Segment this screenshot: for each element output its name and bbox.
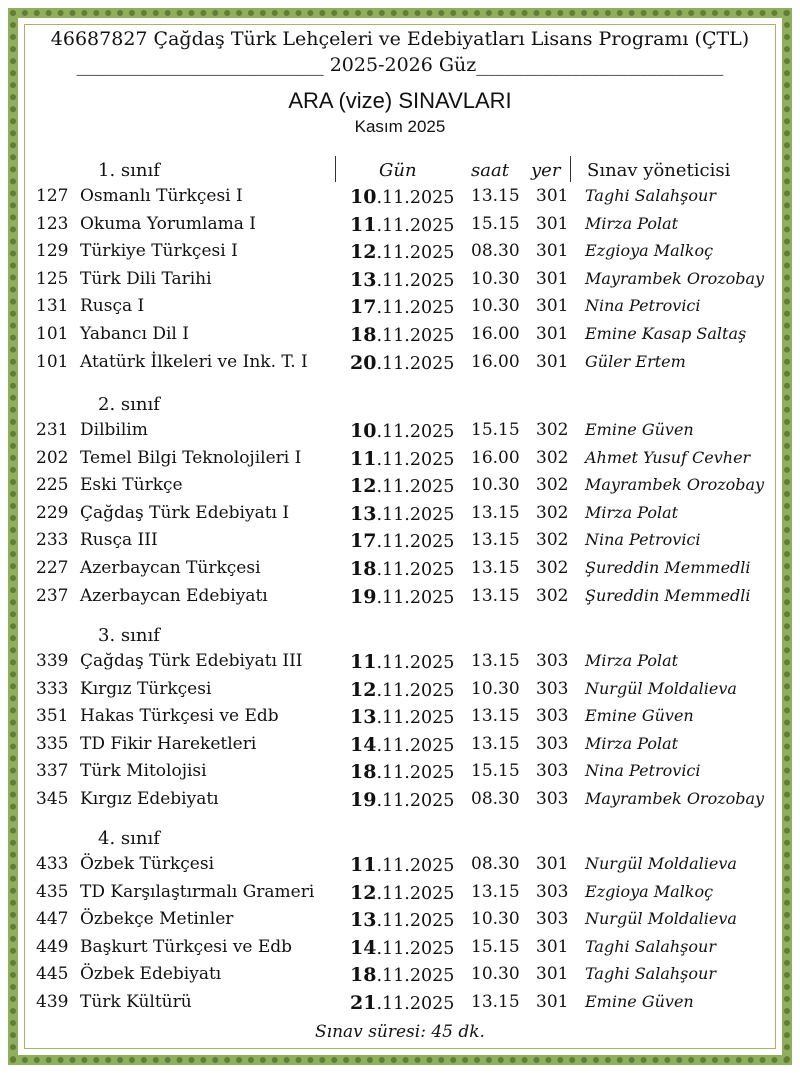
course-name: Türk Mitolojisi	[80, 761, 207, 782]
exam-month-year: .11.2025	[376, 938, 455, 959]
course-name: TD Fikir Hareketleri	[80, 733, 257, 754]
exam-day: 11	[350, 447, 377, 470]
exam-month-year: .11.2025	[376, 763, 455, 784]
exam-instructor: Emine Güven	[585, 420, 694, 439]
course-code: 225	[36, 475, 69, 496]
exam-time: 16.00	[471, 351, 520, 372]
exam-time: 10.30	[471, 678, 520, 699]
course-name: Rusça I	[80, 296, 145, 317]
exam-date	[350, 909, 454, 931]
exam-room: 302	[536, 447, 569, 468]
course-name: Yabancı Dil I	[80, 324, 189, 344]
exam-day: 18	[350, 558, 377, 580]
exam-date	[350, 706, 454, 728]
table-row	[0, 937, 800, 963]
exam-instructor: Taghi Salahşour	[585, 936, 716, 956]
exam-date	[350, 854, 454, 876]
course-code: 345	[36, 789, 69, 809]
exam-room: 301	[536, 324, 569, 344]
table-row	[0, 448, 800, 474]
exam-room: 301	[536, 213, 569, 234]
exam-instructor: Mayrambek Orozobay	[585, 475, 765, 495]
exam-instructor: Şureddin Memmedli	[585, 558, 751, 577]
exam-day: 13	[350, 502, 377, 525]
exam-month-year: .11.2025	[376, 270, 455, 291]
exam-day: 18	[350, 324, 377, 346]
exam-time: 13.15	[471, 733, 520, 754]
table-row	[0, 586, 800, 612]
course-name: Azerbaycan Türkçesi	[80, 558, 261, 578]
exam-time: 16.00	[471, 447, 520, 468]
table-row	[0, 558, 800, 584]
exam-date	[350, 964, 454, 986]
column-header-instructor: Sınav yöneticisi	[587, 160, 731, 181]
exam-instructor: Mirza Polat	[585, 651, 679, 670]
exam-time: 13.15	[471, 651, 520, 671]
exam-day: 14	[350, 936, 377, 959]
exam-time: 10.30	[471, 475, 520, 496]
table-row	[0, 854, 800, 880]
exam-instructor: Güler Ertem	[585, 351, 686, 371]
exam-time: 08.30	[471, 854, 520, 874]
exam-month-year: .11.2025	[376, 532, 455, 553]
course-code: 127	[36, 186, 69, 206]
exam-date	[350, 586, 454, 608]
course-code: 202	[36, 447, 69, 468]
exam-room: 303	[536, 706, 569, 727]
exam-date	[350, 214, 454, 236]
exam-instructor: Nurgül Moldalieva	[585, 854, 737, 873]
exam-time: 10.30	[471, 268, 520, 289]
exam-instructor: Taghi Salahşour	[585, 186, 716, 205]
exam-room: 303	[536, 909, 569, 930]
exam-month-year: .11.2025	[376, 422, 455, 442]
exam-room: 301	[536, 186, 569, 206]
section-heading: 1. sınıf	[98, 160, 160, 181]
exam-time: 10.30	[471, 909, 520, 930]
exam-date	[350, 679, 454, 701]
exam-date	[350, 503, 454, 525]
exam-day: 12	[350, 475, 377, 498]
course-code: 337	[36, 761, 69, 782]
course-code: 125	[36, 268, 69, 289]
table-row	[0, 734, 800, 760]
course-code: 231	[36, 420, 69, 440]
course-code: 229	[36, 502, 69, 523]
exam-room: 303	[536, 678, 569, 699]
exam-room: 303	[536, 651, 569, 671]
course-code: 237	[36, 585, 69, 606]
table-row	[0, 789, 800, 815]
exam-instructor: Nina Petrovici	[585, 761, 701, 781]
table-row	[0, 420, 800, 446]
exam-month-year: .11.2025	[376, 856, 455, 876]
exam-room: 301	[536, 351, 569, 372]
exam-month-year: .11.2025	[376, 735, 455, 756]
exam-month-year: .11.2025	[376, 966, 455, 987]
exam-day: 10	[350, 186, 377, 208]
course-name: Dilbilim	[80, 420, 148, 440]
course-code: 351	[36, 706, 69, 727]
course-name: Eski Türkçe	[80, 475, 183, 496]
exam-date	[350, 789, 454, 811]
exam-instructor: Mayrambek Orozobay	[585, 268, 765, 288]
course-code: 449	[36, 936, 69, 957]
exam-month-year: .11.2025	[376, 188, 455, 208]
exam-date	[350, 296, 454, 318]
exam-day: 20	[350, 351, 377, 374]
exam-instructor: Emine Kasap Saltaş	[585, 324, 747, 343]
course-name: Özbek Türkçesi	[80, 854, 214, 874]
exam-month-year: .11.2025	[376, 791, 455, 811]
course-name: Atatürk İlkeleri ve Ink. T. I	[80, 351, 308, 372]
exam-instructor: Ahmet Yusuf Cevher	[585, 447, 751, 467]
exam-time: 13.15	[471, 585, 520, 606]
column-header-room: yer	[531, 160, 561, 181]
exam-month-year: .11.2025	[376, 449, 455, 470]
course-code: 439	[36, 992, 69, 1012]
exam-time: 08.30	[471, 789, 520, 809]
exam-room: 302	[536, 475, 569, 496]
exam-date	[350, 651, 454, 673]
exam-room: 302	[536, 530, 569, 551]
exam-instructor: Emine Güven	[585, 706, 694, 726]
course-name: Türkiye Türkçesi I	[80, 241, 238, 262]
course-name: Temel Bilgi Teknolojileri I	[80, 447, 302, 468]
exam-room: 302	[536, 585, 569, 606]
column-divider	[335, 156, 336, 182]
course-code: 101	[36, 351, 69, 372]
exam-month-year: .11.2025	[376, 680, 455, 701]
table-row	[0, 475, 800, 501]
course-name: Osmanlı Türkçesi I	[80, 186, 243, 206]
table-row	[0, 530, 800, 556]
exam-instructor: Emine Güven	[585, 992, 694, 1011]
course-code: 129	[36, 241, 69, 262]
exam-time: 15.15	[471, 761, 520, 782]
exam-date	[350, 761, 454, 783]
exam-time: 13.15	[471, 502, 520, 523]
exam-room: 303	[536, 881, 569, 902]
exam-date	[350, 186, 454, 208]
exam-room: 303	[536, 761, 569, 782]
table-row	[0, 909, 800, 935]
exam-room: 301	[536, 964, 569, 985]
exam-day: 21	[350, 992, 377, 1014]
exam-instructor: Şureddin Memmedli	[585, 585, 751, 605]
exam-time: 13.15	[471, 706, 520, 727]
exam-instructor: Ezgioya Malkoç	[585, 881, 714, 901]
course-code: 339	[36, 651, 69, 671]
course-name: Rusça III	[80, 530, 158, 551]
exam-day: 11	[350, 854, 377, 876]
course-code: 333	[36, 678, 69, 699]
exam-room: 301	[536, 241, 569, 262]
exam-instructor: Mirza Polat	[585, 502, 679, 522]
section-heading: 2. sınıf	[98, 394, 160, 415]
table-row	[0, 186, 800, 212]
course-name: Çağdaş Türk Edebiyatı I	[80, 502, 290, 523]
exam-day: 12	[350, 678, 377, 701]
course-code: 123	[36, 213, 69, 234]
exam-month-year: .11.2025	[376, 883, 455, 904]
course-code: 131	[36, 296, 69, 317]
course-code: 433	[36, 854, 69, 874]
exam-room: 301	[536, 268, 569, 289]
program-title: 46687827 Çağdaş Türk Lehçeleri ve Edebiyatları Lisans Programı (ÇTL)	[50, 28, 750, 50]
column-header-day: Gün	[379, 160, 417, 181]
exam-date	[350, 324, 454, 346]
table-row	[0, 651, 800, 677]
exam-date	[350, 269, 454, 291]
course-name: Çağdaş Türk Edebiyatı III	[80, 651, 303, 671]
course-name: Okuma Yorumlama I	[80, 213, 256, 234]
exam-room: 301	[536, 296, 569, 317]
exam-day: 11	[350, 213, 377, 236]
exam-day: 17	[350, 296, 377, 319]
exam-date	[350, 241, 454, 263]
exam-month-year: .11.2025	[376, 560, 455, 580]
course-name: Türk Kültürü	[80, 992, 192, 1012]
exam-day: 19	[350, 789, 377, 811]
exam-month-year: .11.2025	[376, 477, 455, 498]
exam-month: Kasım 2025	[354, 117, 446, 136]
exam-day: 17	[350, 530, 377, 553]
table-row	[0, 992, 800, 1018]
exam-day: 10	[350, 420, 377, 442]
exam-time: 08.30	[471, 241, 520, 262]
exam-time: 13.15	[471, 186, 520, 206]
exam-room: 302	[536, 558, 569, 578]
exam-day: 13	[350, 706, 377, 729]
exam-date	[350, 882, 454, 904]
exam-time: 10.30	[471, 296, 520, 317]
exam-date	[350, 420, 454, 442]
exam-room: 303	[536, 789, 569, 809]
exam-instructor: Nurgül Moldalieva	[585, 909, 737, 929]
exam-month-year: .11.2025	[376, 911, 455, 932]
table-row	[0, 964, 800, 990]
exam-instructor: Nurgül Moldalieva	[585, 678, 737, 698]
exam-room: 302	[536, 420, 569, 440]
table-row	[0, 269, 800, 295]
exam-time: 13.15	[471, 881, 520, 902]
exam-month-year: .11.2025	[376, 994, 455, 1014]
course-code: 445	[36, 964, 69, 985]
exam-room: 303	[536, 733, 569, 754]
exam-day: 13	[350, 909, 377, 932]
exam-day: 18	[350, 964, 377, 987]
exam-time: 10.30	[471, 964, 520, 985]
exam-day: 12	[350, 881, 377, 904]
table-row	[0, 296, 800, 322]
exam-date	[350, 475, 454, 497]
exam-room: 301	[536, 936, 569, 957]
exam-day: 13	[350, 268, 377, 291]
course-code: 101	[36, 324, 69, 344]
exam-date	[350, 734, 454, 756]
table-row	[0, 324, 800, 350]
exam-month-year: .11.2025	[376, 215, 455, 236]
exam-room: 301	[536, 854, 569, 874]
exam-date	[350, 352, 454, 374]
table-row	[0, 761, 800, 787]
section-heading: 3. sınıf	[98, 625, 160, 646]
exam-time: 13.15	[471, 530, 520, 551]
exam-day: 14	[350, 733, 377, 756]
course-code: 335	[36, 733, 69, 754]
course-name: Azerbaycan Edebiyatı	[80, 585, 268, 606]
table-row	[0, 882, 800, 908]
exam-month-year: .11.2025	[376, 326, 455, 346]
course-name: Türk Dili Tarihi	[80, 268, 212, 289]
course-code: 435	[36, 881, 69, 902]
course-name: Kırgız Edebiyatı	[80, 789, 219, 809]
table-row	[0, 352, 800, 378]
course-name: Hakas Türkçesi ve Edb	[80, 706, 279, 727]
table-row	[0, 706, 800, 732]
exam-instructor: Taghi Salahşour	[585, 964, 716, 984]
exam-time: 15.15	[471, 420, 520, 440]
exam-instructor: Mirza Polat	[585, 213, 679, 233]
course-name: Başkurt Türkçesi ve Edb	[80, 936, 293, 957]
exam-date	[350, 937, 454, 959]
course-name: TD Karşılaştırmalı Grameri	[80, 881, 315, 902]
exam-day: 18	[350, 761, 377, 784]
course-name: Kırgız Türkçesi	[80, 678, 212, 699]
course-code: 233	[36, 530, 69, 551]
exam-time: 13.15	[471, 558, 520, 578]
exam-instructor: Nina Petrovici	[585, 530, 701, 550]
exam-time: 15.15	[471, 936, 520, 957]
table-row	[0, 241, 800, 267]
exam-time: 16.00	[471, 324, 520, 344]
exam-date	[350, 992, 454, 1014]
exam-date	[350, 448, 454, 470]
exam-month-year: .11.2025	[376, 708, 455, 729]
exam-month-year: .11.2025	[376, 353, 455, 374]
table-row	[0, 503, 800, 529]
exam-month-year: .11.2025	[376, 243, 455, 264]
course-code: 447	[36, 909, 69, 930]
exam-room: 301	[536, 992, 569, 1012]
table-row	[0, 679, 800, 705]
column-header-time: saat	[471, 160, 509, 181]
exam-day: 19	[350, 585, 377, 608]
exam-instructor: Nina Petrovici	[585, 296, 701, 316]
exam-title: ARA (vize) SINAVLARI	[288, 88, 512, 113]
exam-duration-note: Sınav süresi: 45 dk.	[315, 1022, 485, 1042]
exam-day: 11	[350, 651, 377, 673]
exam-date	[350, 530, 454, 552]
exam-day: 12	[350, 241, 377, 264]
exam-month-year: .11.2025	[376, 587, 455, 608]
exam-room: 302	[536, 502, 569, 523]
exam-month-year: .11.2025	[376, 504, 455, 525]
exam-date	[350, 558, 454, 580]
exam-time: 15.15	[471, 213, 520, 234]
course-code: 227	[36, 558, 69, 578]
exam-instructor: Ezgioya Malkoç	[585, 241, 714, 261]
table-row	[0, 214, 800, 240]
term-line: __________________________ 2025-2026 Güz__________________________	[76, 54, 724, 76]
course-name: Özbekçe Metinler	[80, 909, 234, 930]
exam-month-year: .11.2025	[376, 653, 455, 673]
section-heading: 4. sınıf	[98, 828, 160, 849]
column-divider	[570, 156, 571, 182]
course-name: Özbek Edebiyatı	[80, 964, 222, 985]
exam-instructor: Mirza Polat	[585, 733, 679, 753]
exam-month-year: .11.2025	[376, 298, 455, 319]
exam-time: 13.15	[471, 992, 520, 1012]
exam-instructor: Mayrambek Orozobay	[585, 789, 765, 808]
